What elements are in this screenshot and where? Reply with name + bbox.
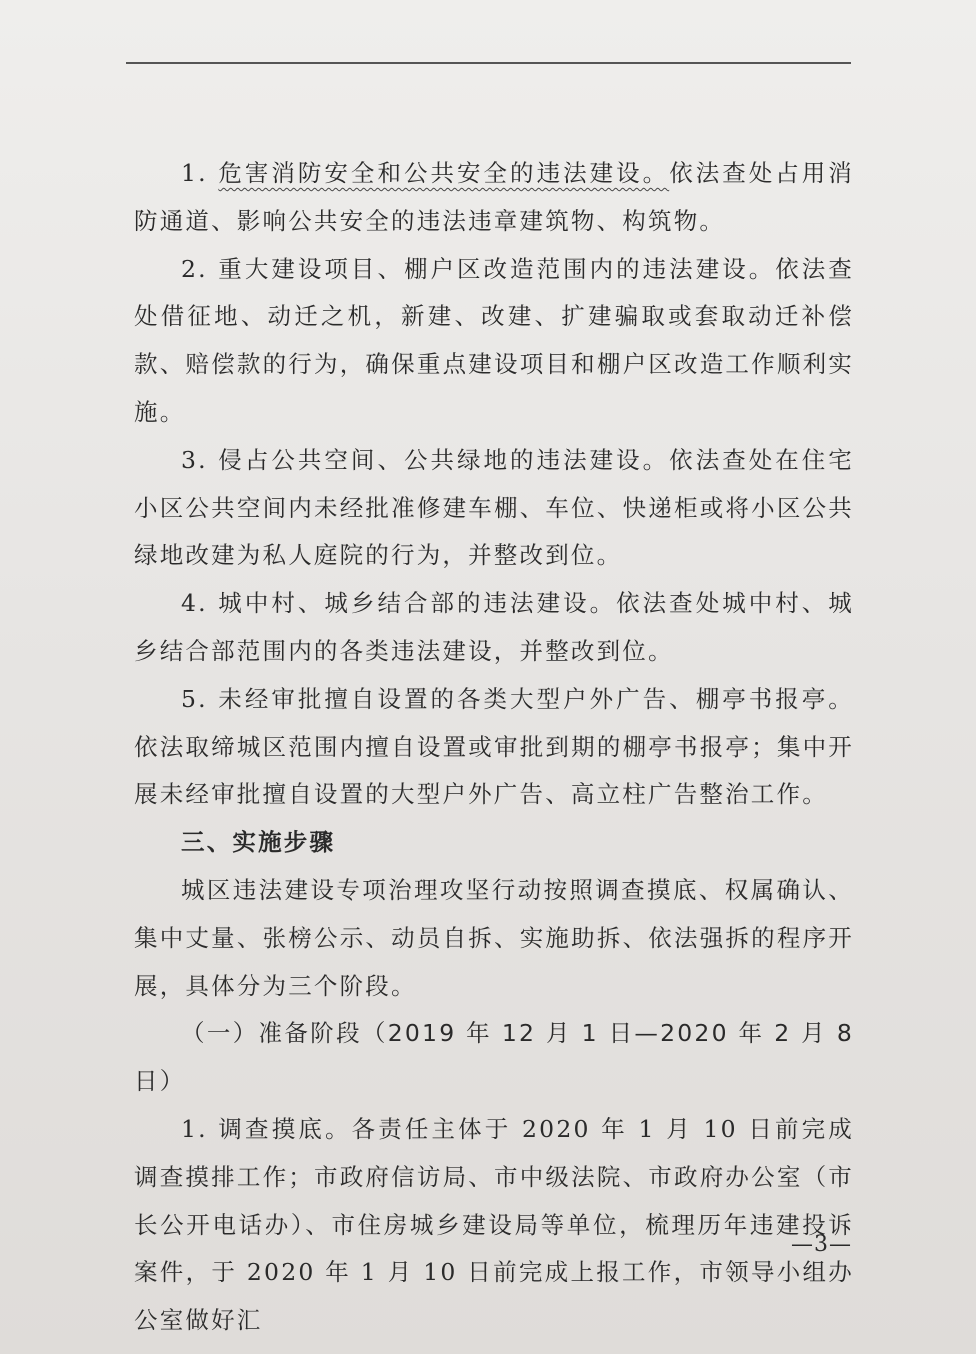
section-intro-paragraph: 城区违法建设专项治理攻坚行动按照调查摸底、权属确认、集中丈量、张榜公示、动员自拆、实施助拆、依法强拆的程序开展，具体分为三个阶段。 xyxy=(134,875,854,1000)
paragraph-item-3: 3. 侵占公共空间、公共绿地的违法建设。依法查处在住宅小区公共空间内未经批准修建车棚、车位、快递柜或将小区公共绿地改建为私人庭院的行为，并整改到位。 xyxy=(134,445,854,570)
underlined-heading: 危害消防安全和公共安全的违法建设。 xyxy=(218,159,670,187)
item-number: 1. xyxy=(181,159,208,187)
paragraph-item-4: 4. 城中村、城乡结合部的违法建设。依法查处城中村、城乡结合部范围内的各类违法建设，并整改到位。 xyxy=(134,589,854,665)
phase-heading: （一）准备阶段（2019 年 12 月 1 日—2020 年 2 月 8 日） xyxy=(134,1019,854,1096)
section-heading: 三、实施步骤 xyxy=(181,828,336,857)
paragraph-item-1 xyxy=(134,150,854,246)
paragraph-text: 依法查处占用消防通道、影响公共安全的违法违章建筑物、构筑物。 xyxy=(134,159,855,235)
header-rule xyxy=(126,62,851,64)
paragraph-item-5: 5. 未经审批擅自设置的各类大型户外广告、棚亭书报亭。依法取缔城区范围内擅自设置或审批到期的棚亭书报亭；集中开展未经审批擅自设置的大型户外广告、高立柱广告整治工作。 xyxy=(134,684,854,809)
survey-paragraph: 1. 调查摸底。各责任主体于 2020 年 1 月 10 日前完成调查摸排工作；市政府信访局、市中级法院、市政府办公室（市长公开电话办）、市住房城乡建设局等单位，梳理历年违建投诉案件，于 2020 年 1 月 10 日前完成上报工作，市领导小组办公室做好汇 xyxy=(134,1114,854,1335)
page-number: —3— xyxy=(791,1232,852,1257)
document-body xyxy=(134,150,854,1345)
paragraph-item-2: 2. 重大建设项目、棚户区改造范围内的违法建设。依法查处借征地、动迁之机，新建、改建、扩建骗取或套取动迁补偿款、赔偿款的行为，确保重点建设项目和棚户区改造工作顺利实施。 xyxy=(134,254,854,426)
